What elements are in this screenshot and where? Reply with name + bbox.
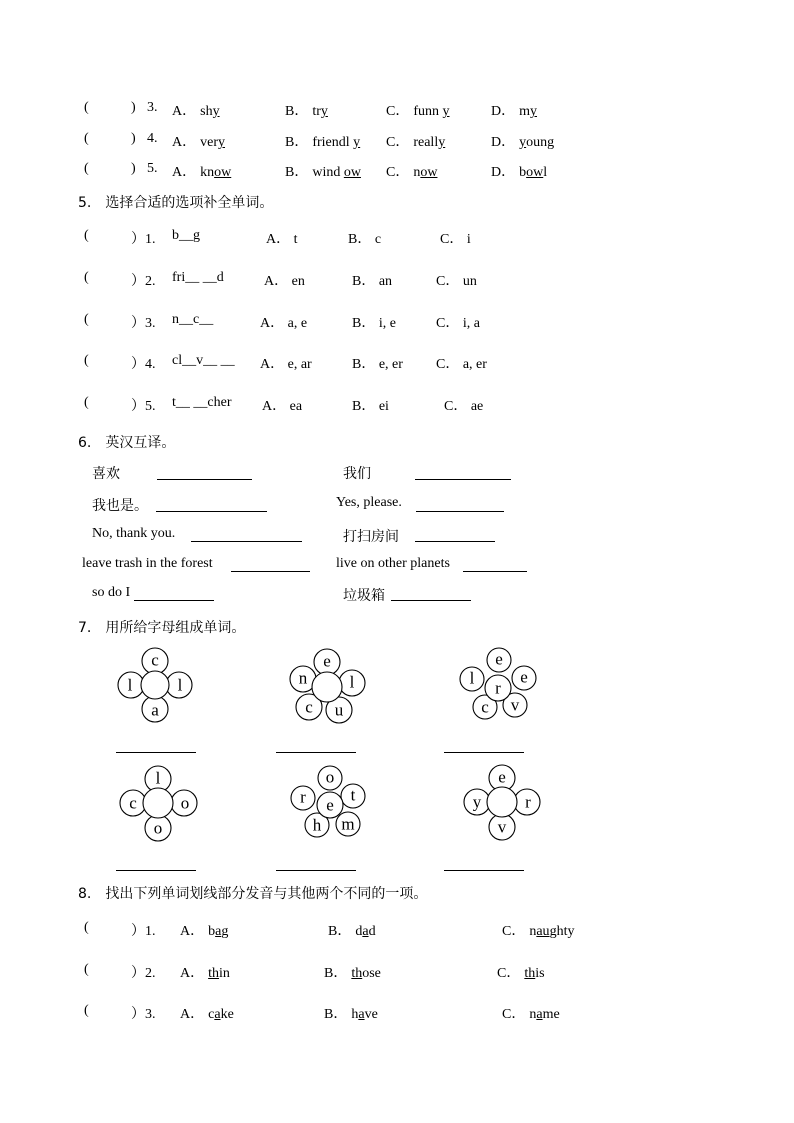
- option-text: A．: [180, 1007, 205, 1022]
- option-text: sh: [200, 104, 213, 119]
- svg-text:v: v: [497, 817, 507, 837]
- option-a[interactable]: A． ea: [262, 399, 303, 414]
- option-b: [285, 100, 328, 120]
- underlined-letters: a: [214, 1007, 221, 1022]
- answer-blank[interactable]: [415, 479, 511, 480]
- svg-text:e: e: [326, 795, 334, 815]
- option-a: [180, 1003, 234, 1023]
- option-text: m: [519, 104, 531, 119]
- item-live-on-planets: live on other planets: [336, 556, 450, 571]
- underlined-letters: a: [362, 924, 369, 939]
- letter-flower-4: [118, 766, 198, 842]
- underlined-letters: au: [536, 924, 550, 939]
- answer-blank[interactable]: [463, 571, 527, 572]
- option-d: [491, 161, 547, 181]
- answer-paren-open[interactable]: (: [84, 100, 89, 115]
- answer-blank[interactable]: [231, 571, 310, 572]
- question-number: ）2.: [131, 966, 156, 981]
- answer-paren-open[interactable]: (: [84, 161, 89, 176]
- underlined-letters: y: [442, 104, 450, 119]
- underlined-letters: ow: [526, 165, 544, 180]
- option-text: A．: [180, 924, 205, 939]
- svg-text:c: c: [305, 697, 313, 717]
- option-c[interactable]: C． ae: [444, 399, 484, 414]
- item-wo-ye-shi: 我也是。: [92, 498, 148, 514]
- option-text: d: [368, 924, 376, 939]
- underlined-letters: a: [358, 1007, 365, 1022]
- option-text: in: [219, 966, 230, 981]
- underlined-letters: a: [536, 1007, 543, 1022]
- item-leave-trash: leave trash in the forest: [82, 556, 213, 571]
- option-b: [328, 920, 376, 940]
- option-c: [386, 100, 450, 120]
- option-a[interactable]: A． t: [266, 232, 298, 247]
- svg-text:n: n: [298, 668, 308, 688]
- option-b[interactable]: B． e, er: [352, 357, 403, 372]
- svg-text:o: o: [180, 793, 190, 813]
- option-text: C．: [386, 104, 410, 119]
- svg-text:c: c: [129, 793, 137, 813]
- option-b[interactable]: B． i, e: [352, 316, 396, 331]
- answer-blank[interactable]: [156, 511, 267, 512]
- svg-text:r: r: [495, 678, 501, 698]
- option-text: A．: [172, 135, 197, 150]
- option-text: wind: [312, 165, 344, 180]
- option-text: B．: [324, 966, 348, 981]
- answer-paren-open[interactable]: (: [84, 131, 89, 146]
- svg-text:m: m: [341, 814, 355, 834]
- answer-paren-close: ): [131, 131, 136, 146]
- incomplete-word: cl__v__ __: [172, 353, 235, 368]
- option-c: [502, 920, 574, 940]
- option-b[interactable]: B． ei: [352, 399, 389, 414]
- svg-text:t: t: [350, 785, 356, 805]
- option-text: kn: [200, 165, 215, 180]
- underlined-letters: y: [320, 104, 328, 119]
- option-text: B．: [285, 165, 309, 180]
- answer-paren[interactable]: (: [84, 920, 89, 935]
- svg-text:l: l: [127, 675, 133, 695]
- answer-blank[interactable]: [116, 752, 196, 753]
- question-number: 4.: [147, 131, 158, 146]
- option-b: [285, 131, 360, 151]
- option-a: [172, 100, 220, 120]
- answer-paren[interactable]: (: [84, 395, 89, 410]
- item-trash-bin: 垃圾箱: [343, 588, 385, 604]
- svg-text:l: l: [349, 672, 355, 692]
- svg-text:a: a: [151, 700, 159, 720]
- option-text: c: [208, 1007, 215, 1022]
- option-text: oung: [526, 135, 555, 150]
- underlined-letters: th: [524, 966, 536, 981]
- svg-text:e: e: [520, 667, 528, 687]
- option-text: ve: [364, 1007, 378, 1022]
- option-d: [491, 100, 537, 120]
- item-yes-please: Yes, please.: [336, 495, 402, 510]
- underlined-letters: y: [530, 104, 538, 119]
- option-text: C．: [502, 924, 526, 939]
- letter-flower-5: [288, 764, 374, 842]
- option-text: C．: [497, 966, 521, 981]
- answer-paren[interactable]: (: [84, 1003, 89, 1018]
- section-6-title: 6. 英汉互译。: [78, 435, 176, 451]
- answer-paren-close: ): [131, 161, 136, 176]
- answer-blank[interactable]: [116, 870, 196, 871]
- svg-text:r: r: [525, 792, 531, 812]
- question-number: ）5.: [131, 399, 156, 414]
- option-text: D．: [491, 135, 516, 150]
- item-no-thank-you: No, thank you.: [92, 526, 176, 541]
- underlined-letters: ow: [343, 165, 361, 180]
- option-text: B．: [324, 1007, 348, 1022]
- option-text: friendl: [312, 135, 354, 150]
- option-text: funn: [413, 104, 443, 119]
- option-text: B．: [285, 135, 309, 150]
- option-text: ke: [220, 1007, 234, 1022]
- option-d: [491, 131, 554, 151]
- underlined-letters: y: [212, 104, 220, 119]
- option-text: n: [529, 1007, 537, 1022]
- answer-paren-close: ): [131, 100, 136, 115]
- option-a[interactable]: A． a, e: [260, 316, 308, 331]
- option-text: A．: [180, 966, 205, 981]
- question-number: ）3.: [131, 316, 156, 331]
- option-text: n: [413, 165, 421, 180]
- option-text: b: [208, 924, 216, 939]
- option-text: ghty: [549, 924, 575, 939]
- option-a: [172, 131, 225, 151]
- question-number: ）2.: [131, 274, 156, 289]
- option-b[interactable]: B． an: [352, 274, 393, 289]
- answer-paren[interactable]: (: [84, 228, 89, 243]
- option-text: me: [542, 1007, 560, 1022]
- answer-blank[interactable]: [444, 752, 524, 753]
- option-text: h: [351, 1007, 359, 1022]
- underlined-letters: ow: [214, 165, 232, 180]
- option-a: [172, 161, 231, 181]
- answer-blank[interactable]: [416, 511, 504, 512]
- question-number: ）3.: [131, 1007, 156, 1022]
- svg-text:u: u: [334, 700, 344, 720]
- option-text: D．: [491, 165, 516, 180]
- option-text: B．: [285, 104, 309, 119]
- letter-flower-1: [113, 648, 197, 722]
- section-5-title: 5. 选择合适的选项补全单词。: [78, 195, 274, 211]
- option-text: C．: [386, 135, 410, 150]
- svg-text:l: l: [469, 668, 475, 688]
- underlined-letters: y: [218, 135, 226, 150]
- answer-blank[interactable]: [391, 600, 471, 601]
- answer-paren[interactable]: (: [84, 270, 89, 285]
- svg-text:v: v: [510, 695, 520, 715]
- answer-blank[interactable]: [276, 752, 356, 753]
- answer-blank[interactable]: [444, 870, 524, 871]
- svg-text:e: e: [323, 651, 331, 671]
- answer-paren[interactable]: (: [84, 312, 89, 327]
- item-so-do-i: so do I: [92, 585, 131, 600]
- option-c[interactable]: C． un: [436, 274, 477, 289]
- option-b: [324, 962, 381, 982]
- option-text: A．: [172, 104, 197, 119]
- option-text: d: [355, 924, 363, 939]
- option-a: [180, 962, 230, 982]
- underlined-letters: th: [351, 966, 363, 981]
- incomplete-word: fri__ __d: [172, 270, 224, 285]
- section-7-title: 7. 用所给字母组成单词。: [78, 620, 246, 636]
- option-text: g: [221, 924, 229, 939]
- question-number: 3.: [147, 100, 158, 115]
- svg-text:r: r: [300, 787, 306, 807]
- option-c: [386, 131, 445, 151]
- svg-text:e: e: [495, 649, 503, 669]
- option-a: [180, 920, 228, 940]
- svg-text:l: l: [177, 675, 183, 695]
- incomplete-word: b__g: [172, 228, 200, 243]
- svg-text:o: o: [153, 818, 163, 838]
- letter-flower-3: [458, 648, 538, 724]
- option-a[interactable]: A． en: [264, 274, 305, 289]
- option-text: b: [519, 165, 527, 180]
- svg-text:o: o: [325, 767, 335, 787]
- option-c: [497, 962, 545, 982]
- item-women: 我们: [343, 466, 371, 482]
- svg-text:y: y: [472, 792, 482, 812]
- svg-text:h: h: [312, 815, 322, 835]
- option-text: l: [543, 165, 548, 180]
- question-number: 5.: [147, 161, 158, 176]
- option-text: C．: [502, 1007, 526, 1022]
- option-text: D．: [491, 104, 516, 119]
- option-text: n: [529, 924, 537, 939]
- underlined-letters: y: [353, 135, 361, 150]
- item-clean-room: 打扫房间: [343, 529, 399, 545]
- answer-blank[interactable]: [157, 479, 252, 480]
- option-b[interactable]: B． c: [348, 232, 382, 247]
- answer-paren[interactable]: (: [84, 353, 89, 368]
- letter-flower-6: [462, 764, 542, 842]
- option-c[interactable]: C． i: [440, 232, 471, 247]
- underlined-letters: th: [208, 966, 220, 981]
- option-text: B．: [328, 924, 352, 939]
- answer-blank[interactable]: [191, 541, 302, 542]
- svg-text:l: l: [155, 768, 161, 788]
- letter-flower-2: [286, 648, 370, 724]
- option-b: [285, 161, 361, 181]
- incomplete-word: t__ __cher: [172, 395, 232, 410]
- option-a[interactable]: A． e, ar: [260, 357, 312, 372]
- option-c: [386, 161, 437, 181]
- question-number: ）4.: [131, 357, 156, 372]
- option-text: reall: [413, 135, 439, 150]
- option-text: tr: [312, 104, 321, 119]
- underlined-letters: y: [519, 135, 527, 150]
- incomplete-word: n__c__: [172, 312, 214, 327]
- question-number: ）1.: [131, 924, 156, 939]
- section-8-title: 8. 找出下列单词划线部分发音与其他两个不同的一项。: [78, 886, 428, 902]
- option-text: C．: [386, 165, 410, 180]
- answer-blank[interactable]: [134, 600, 214, 601]
- answer-blank[interactable]: [415, 541, 495, 542]
- question-number: ）1.: [131, 232, 156, 247]
- svg-text:e: e: [498, 767, 506, 787]
- underlined-letters: ow: [420, 165, 438, 180]
- underlined-letters: a: [215, 924, 222, 939]
- option-text: ose: [362, 966, 381, 981]
- svg-text:c: c: [151, 650, 159, 670]
- svg-text:c: c: [481, 697, 489, 717]
- option-c[interactable]: C． a, er: [436, 357, 487, 372]
- option-text: A．: [172, 165, 197, 180]
- underlined-letters: y: [438, 135, 446, 150]
- option-c[interactable]: C． i, a: [436, 316, 480, 331]
- answer-paren[interactable]: (: [84, 962, 89, 977]
- option-c: [502, 1003, 560, 1023]
- item-xihuan: 喜欢: [92, 466, 120, 482]
- option-b: [324, 1003, 378, 1023]
- answer-blank[interactable]: [276, 870, 356, 871]
- option-text: ver: [200, 135, 219, 150]
- option-text: is: [535, 966, 545, 981]
